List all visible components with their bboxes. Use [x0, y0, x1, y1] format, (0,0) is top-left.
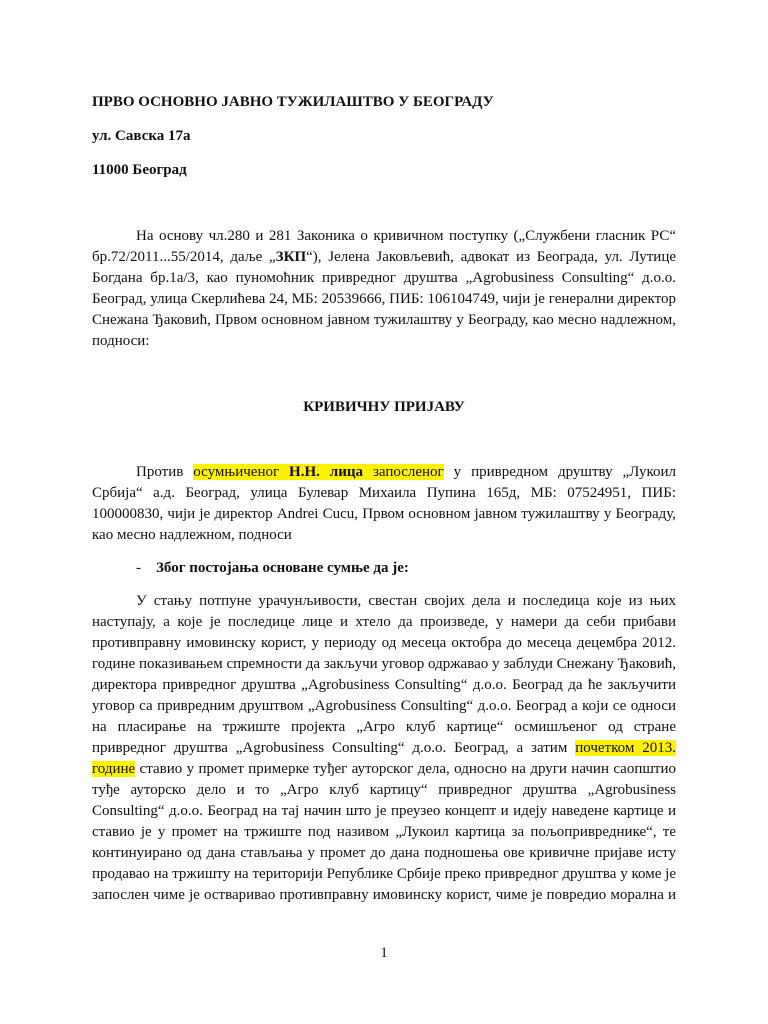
body-line-11: Consulting“ д.о.о. Београд на тај начин што је преузео концепт и идеју наведене картице и: [92, 803, 676, 819]
intro-line-4: Београд, улица Скерлићева 24, МБ: 20539666, ПИБ: 106104749, чији је генерални директор: [92, 291, 676, 307]
body-line-13: континуирано од дана стављања у промет до дана подношења ове кривичне пријаве исту: [92, 845, 676, 861]
body-line-12: ставио је у промет на тржиште под називом „Лукоил картица за пољопривреднике“, те: [92, 824, 676, 840]
intro-line-2-a: бр.72/2011...55/2014, даље „: [92, 249, 276, 265]
section-heading: Због постојања основане сумње да је:: [156, 560, 409, 576]
body-line-5: директора привредног друштва „Agrobusiness Consulting“ д.о.о. Београд да ће закључити: [92, 677, 676, 693]
highlight-employed: запосленог: [363, 464, 444, 480]
body-line-9: [92, 759, 676, 779]
against-line-3: 100000830, чији је директор Andrei Cucu, Првом основном јавном тужилаштву у Београду,: [92, 506, 676, 522]
body-line-7: на пласирање на тржиште пројекта „Агро клуб картице“ осмишљеног од стране: [92, 719, 676, 735]
body-line-15: запослен чиме је остваривао противправну имовинску корист, чиме је повредио морална и: [92, 887, 676, 903]
against-line-1: [92, 462, 676, 482]
intro-line-2-c: “), Јелена Јаковљевић, адвокат из Београда, ул. Лутице: [306, 249, 677, 265]
intro-line-5: Снежана Ђаковић, Првом основном јавном тужилаштву у Београду, као месно надлежном,: [92, 312, 676, 328]
document-title: КРИВИЧНУ ПРИЈАВУ: [303, 399, 465, 415]
highlight-early-2013: почетком 2013.: [575, 740, 676, 756]
body-line-8: [92, 738, 676, 758]
intro-line-1: На основу чл.280 и 281 Законика о кривичном поступку („Службени гласник РС“: [136, 228, 676, 244]
against-line-1-e: у привредном друштву „Лукоил: [443, 464, 676, 480]
body-line-6: уговор са привредним друштвом „Agrobusiness Consulting“ д.о.о. Београд а који се односи: [92, 698, 676, 714]
body-line-9-b: ставио у промет примерке туђег ауторског дела, односно на други начин саопштио: [135, 761, 676, 777]
body-line-10: туђе ауторско дело и то „Агро клуб картицу“ привредног друштва „Agrobusiness: [92, 782, 676, 798]
highlight-suspect: осумњиченог: [193, 464, 290, 480]
intro-line-6: подноси:: [92, 333, 150, 349]
zkp-abbrev: ЗКП: [275, 249, 307, 265]
office-street: ул. Савска 17а: [92, 128, 191, 144]
body-line-14: продавао на тржишту на територији Републике Србије преко привредног друштва у коме је: [92, 866, 676, 882]
highlight-year: године: [92, 761, 136, 777]
office-heading: ПРВО ОСНОВНО ЈАВНО ТУЖИЛАШТВО У БЕОГРАДУ: [92, 94, 494, 110]
intro-line-3: Богдана бр.1а/3, као пуномоћник привредног друштва „Agrobusiness Consulting“ д.о.о.: [92, 270, 676, 286]
against-line-2: Србија“ а.д. Београд, улица Булевар Михаила Пупина 165д, МБ: 07524951, ПИБ:: [92, 485, 676, 501]
intro-line-2: [92, 247, 676, 267]
page-number: 1: [380, 945, 388, 961]
office-city: 11000 Београд: [92, 162, 187, 178]
highlight-nn-person: Н.Н. лица: [289, 464, 364, 480]
body-line-3: противправну имовинску корист, у периоду од месеца октобра до месеца децембра 2012.: [92, 635, 676, 651]
body-line-8-a: привредног друштва „Agrobusiness Consulting“ д.о.о. Београд, а затим: [92, 740, 576, 756]
body-line-1: У стању потпуне урачунљивости, свестан својих дела и последица које из њих: [136, 593, 676, 609]
body-line-2: наступају, а које је последице лице и хтело да произведе, у намери да себи прибави: [92, 614, 676, 630]
against-line-1-a: Против: [136, 464, 194, 480]
body-line-4: године показивањем спремности да закључи уговор одржавао у заблуди Снежану Ђаковић,: [92, 656, 676, 672]
against-line-4: као месно надлежном, подноси: [92, 527, 292, 543]
section-dash: -: [136, 560, 141, 576]
